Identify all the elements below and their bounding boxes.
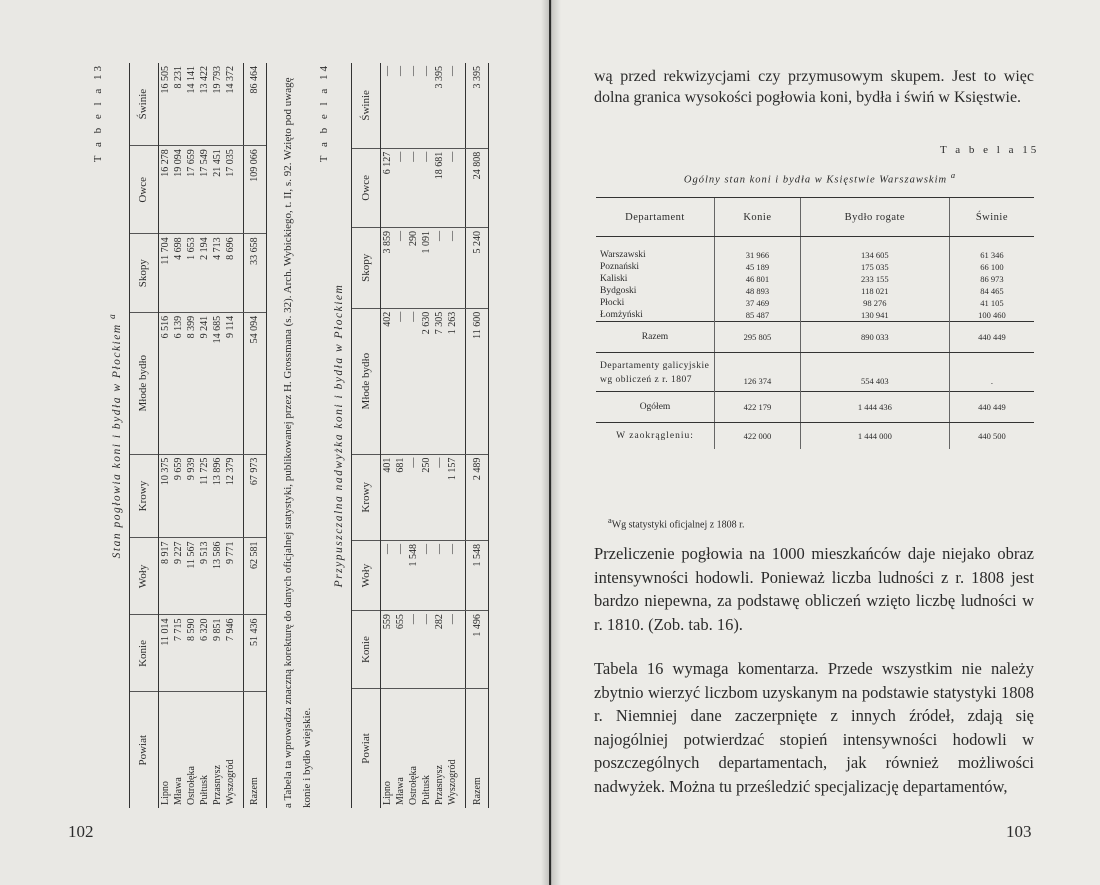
column-header: Młode bydło [352,308,381,454]
table-row [185,63,198,808]
summary-row [596,392,1034,423]
table-cell: 10 375 [158,454,172,538]
table-cell: 9 659 [172,454,185,538]
table-cell: . [949,353,1034,392]
total-cell: 24 808 [466,148,489,227]
column-header: Świnie [949,198,1034,237]
total-cell: 62 581 [243,538,266,615]
summary-row [596,322,1034,353]
table-cell: Wyszogród [224,759,236,805]
table-row [420,63,433,808]
galicja-row [596,353,1034,392]
total-cell: 54 094 [243,312,266,454]
paragraph-population: Przeliczenie pogłowia na 1000 mieszkańców daje niejako obraz intensywności hodowli. Ponieważ liczba ludności z r. 1808 jest bardzo niepewna, za podstawę obliczeń wzięto liczbę ludności w r. 1810. (Zob. tab. 16). [594,544,1034,634]
table-cell: — [420,611,433,689]
page-number-right: 103 [1006,822,1032,841]
table-cell: 16 505 [158,63,172,146]
column-header: Krowy [129,454,158,538]
table-cell: 401 [381,454,395,540]
table-cell: — [446,227,459,308]
table-cell: 118 021 [800,285,949,297]
table-cell: 422 179 [715,392,801,423]
table-cell: 13 896 [211,454,224,538]
table-cell: — [407,611,420,689]
table-cell: Mława [172,777,184,805]
table-cell: 655 [394,611,407,689]
table-cell: 9 241 [198,312,211,454]
table-cell: 100 460 [949,309,1034,322]
table-15-footnote: $^a$Wg statystyki oficjalnej z 1808 r. [608,516,745,531]
paragraph-table16: Tabela 16 wymaga komentarza. Przede wszystkim nie należy zbytnio wierzyć liczbom uzyskanym na podstawie statystyki 1808 r. Niemniej dane zaczerpnięte z innych źródeł, zdają się najogólniej potwierdzać stopień intensywności hodowli w poszczególnych departamentach, jak również możliwości nadwyżek. Można tu prześledzić specjalizację departamentów, [594,659,1034,796]
table-13-footnote: a Tabela ta wprowadza znaczną korekturę do danych oficjalnej statystyki, publikowanej przez H. Grossmana (s. 32). Arch. Wybickiego, t. II, s. 92. Wzięto pod uwagę konie i bydło wiejskie. [281,77,313,808]
table-cell: Warszawski [600,250,646,260]
table-cell: 21 451 [211,146,224,234]
table-cell: 2 630 [420,308,433,454]
table-cell: — [407,63,420,148]
table-cell: 250 [420,454,433,540]
table-row [596,273,1034,285]
table-cell: 61 346 [949,249,1034,261]
table-cell: 8 696 [224,234,237,312]
table-cell: — [433,227,446,308]
table-cell: — [407,308,420,454]
total-cell: 11 600 [466,308,489,454]
total-cell: Razem [243,692,266,808]
table-cell: 86 973 [949,273,1034,285]
table-cell: Razem [596,322,715,353]
table-cell: 2 194 [198,234,211,312]
paragraph-intro: wą przed rekwizycjami czy przymusowym skupem. Jest to więc dolna granica wysokości pogłowia koni, bydła i świń w Księstwie. [594,68,1034,106]
table-cell: Mława [395,777,406,805]
table-row [446,63,459,808]
table-cell: Departamenty galicyjskie wg obliczeń z r. 1807 [600,361,710,385]
table-cell: 4 698 [172,234,185,312]
table-cell: 7 946 [224,615,237,692]
table-cell: — [394,308,407,454]
table-13-title: Stan pogłowia koni i bydła w Płockiem $^a$ [107,312,123,559]
table-cell: — [446,63,459,148]
table-cell: Przasnysz [211,765,223,805]
table-cell: 17 035 [224,146,237,234]
total-cell: 33 658 [243,234,266,312]
table-cell: 98 276 [800,297,949,309]
table-cell: — [394,63,407,148]
table-cell: 1 263 [446,308,459,454]
table-cell: Lipno [159,781,171,805]
table-cell: — [420,540,433,610]
table-cell: Poznański [600,262,640,272]
total-row [466,63,489,808]
column-header: Młode bydło [129,312,158,454]
table-cell: — [394,148,407,227]
table-cell: 14 685 [211,312,224,454]
column-header: Departament [596,198,715,237]
table-cell: — [446,148,459,227]
table-cell: 12 379 [224,454,237,538]
table-cell: Wyszogród [447,759,458,805]
table-cell: 66 100 [949,261,1034,273]
table-cell: Płocki [600,298,625,308]
total-cell: 1 548 [466,540,489,610]
column-header: Konie [352,611,381,689]
table-cell: Ogółem [596,392,715,423]
table-row [407,63,420,808]
table-row [596,297,1034,309]
table-cell: 3 395 [433,63,446,148]
table-14 [351,63,489,808]
table-cell: Bydgoski [600,286,637,296]
total-cell: 86 464 [243,63,266,146]
table-row [596,249,1034,261]
table-cell: 17 549 [198,146,211,234]
total-cell: 5 240 [466,227,489,308]
table-cell: 1 548 [407,540,420,610]
table-cell: 440 500 [949,423,1034,450]
total-cell: 1 496 [466,611,489,689]
table-cell: — [446,540,459,610]
column-header: Krowy [352,454,381,540]
table-15-title: Ogólny stan koni i bydła w Księstwie Warszawskim $^a$ [683,170,957,186]
table-cell: 9 851 [211,615,224,692]
table-cell: — [394,227,407,308]
table-cell: Pułtusk [421,774,432,805]
total-cell: 109 066 [243,146,266,234]
table-cell: 422 000 [715,423,801,450]
table-cell: 7 305 [433,308,446,454]
table-cell: — [446,611,459,689]
column-header: Bydło rogate [800,198,949,237]
table-cell: 85 487 [715,309,801,322]
table-cell: 6 139 [172,312,185,454]
table-cell: 7 715 [172,615,185,692]
table-cell: 290 [407,227,420,308]
table-row [381,63,395,808]
table-row [211,63,224,808]
page-number-left: 102 [68,822,94,841]
table-row [596,285,1034,297]
table-cell: 440 449 [949,392,1034,423]
table-14-block [318,63,489,808]
table-cell: 3 859 [381,227,395,308]
table-cell: 134 605 [800,249,949,261]
total-cell: 51 436 [243,615,266,692]
book-gutter [541,0,561,885]
column-header: Woły [352,540,381,610]
column-header: Świnie [129,63,158,146]
table-cell: 8 231 [172,63,185,146]
table-cell: 11 014 [158,615,172,692]
table-cell: W zaokrągleniu: [616,431,694,441]
table-cell: 681 [394,454,407,540]
column-header: Konie [129,615,158,692]
table-cell: 554 403 [800,353,949,392]
table-cell: 6 516 [158,312,172,454]
table-cell: 440 449 [949,322,1034,353]
table-cell: 6 127 [381,148,395,227]
table-14-label: T a b e l a 14 [318,63,330,163]
table-cell: 890 033 [800,322,949,353]
table-cell: 13 586 [211,538,224,615]
table-cell: — [433,454,446,540]
total-cell: Razem [466,689,489,808]
table-cell: Przasnysz [434,765,445,805]
table-cell: Pułtusk [198,774,210,805]
column-header: Skopy [129,234,158,312]
table-cell: 1 157 [446,454,459,540]
column-header: Owce [352,148,381,227]
table-cell: 18 681 [433,148,446,227]
table-row [158,63,172,808]
table-14-title: Przypuszczalna nadwyżka koni i bydła w Płockiem [333,283,345,588]
table-cell: 14 372 [224,63,237,146]
column-header: Powiat [352,689,381,808]
table-cell: Łomżyński [600,310,643,320]
column-header: Konie [715,198,801,237]
table-cell: 31 966 [715,249,801,261]
table-cell: Ostrołęka [408,766,419,805]
rounded-row [596,423,1034,450]
table-row [596,261,1034,273]
table-cell: 1 091 [420,227,433,308]
table-cell: 37 469 [715,297,801,309]
table-cell: 8 917 [158,538,172,615]
table-15 [596,197,1034,449]
table-cell: 16 278 [158,146,172,234]
table-cell: 11 704 [158,234,172,312]
table-cell: 14 141 [185,63,198,146]
column-header: Świnie [352,63,381,148]
table-13-block [92,63,317,808]
table-15-label: T a b e l a 15 [940,144,1040,156]
table-cell: 8 590 [185,615,198,692]
table-cell: 559 [381,611,395,689]
table-cell: 233 155 [800,273,949,285]
total-row [243,63,266,808]
table-cell: 9 771 [224,538,237,615]
table-cell: — [433,540,446,610]
column-header: Skopy [352,227,381,308]
table-row [198,63,211,808]
table-cell: 4 713 [211,234,224,312]
table-cell: — [420,148,433,227]
total-cell: 67 973 [243,454,266,538]
table-cell: 130 941 [800,309,949,322]
table-cell: 126 374 [715,353,801,392]
table-cell: 1 653 [185,234,198,312]
table-cell: — [407,454,420,540]
table-row [394,63,407,808]
table-cell: — [381,63,395,148]
table-cell: 17 659 [185,146,198,234]
table-cell: — [420,63,433,148]
column-header: Woły [129,538,158,615]
table-row [172,63,185,808]
total-cell: 3 395 [466,63,489,148]
table-cell: Ostrołęka [185,766,197,805]
table-cell: 84 465 [949,285,1034,297]
table-cell: 11 725 [198,454,211,538]
table-cell: 19 094 [172,146,185,234]
table-row [224,63,237,808]
table-13-label: T a b e l a 13 [92,63,104,163]
table-cell: 48 893 [715,285,801,297]
table-cell: 1 444 000 [800,423,949,450]
table-cell: 175 035 [800,261,949,273]
table-row [433,63,446,808]
table-cell: 9 227 [172,538,185,615]
column-header: Owce [129,146,158,234]
table-cell: 9 939 [185,454,198,538]
table-cell: — [394,540,407,610]
table-cell: 6 320 [198,615,211,692]
table-cell: 1 444 436 [800,392,949,423]
table-cell: 8 399 [185,312,198,454]
table-cell: 45 189 [715,261,801,273]
table-cell: 46 801 [715,273,801,285]
table-row [596,309,1034,322]
table-cell: 9 114 [224,312,237,454]
column-header: Powiat [129,692,158,808]
table-cell: 402 [381,308,395,454]
table-cell: Kaliski [600,274,628,284]
table-cell: 9 513 [198,538,211,615]
table-cell: — [381,540,395,610]
table-cell: 11 567 [185,538,198,615]
table-cell: 41 105 [949,297,1034,309]
table-cell: 282 [433,611,446,689]
table-13 [129,63,267,808]
table-cell: 295 805 [715,322,801,353]
table-cell: 19 793 [211,63,224,146]
total-cell: 2 489 [466,454,489,540]
table-cell: Lipno [382,781,393,805]
table-cell: — [407,148,420,227]
table-cell: 13 422 [198,63,211,146]
